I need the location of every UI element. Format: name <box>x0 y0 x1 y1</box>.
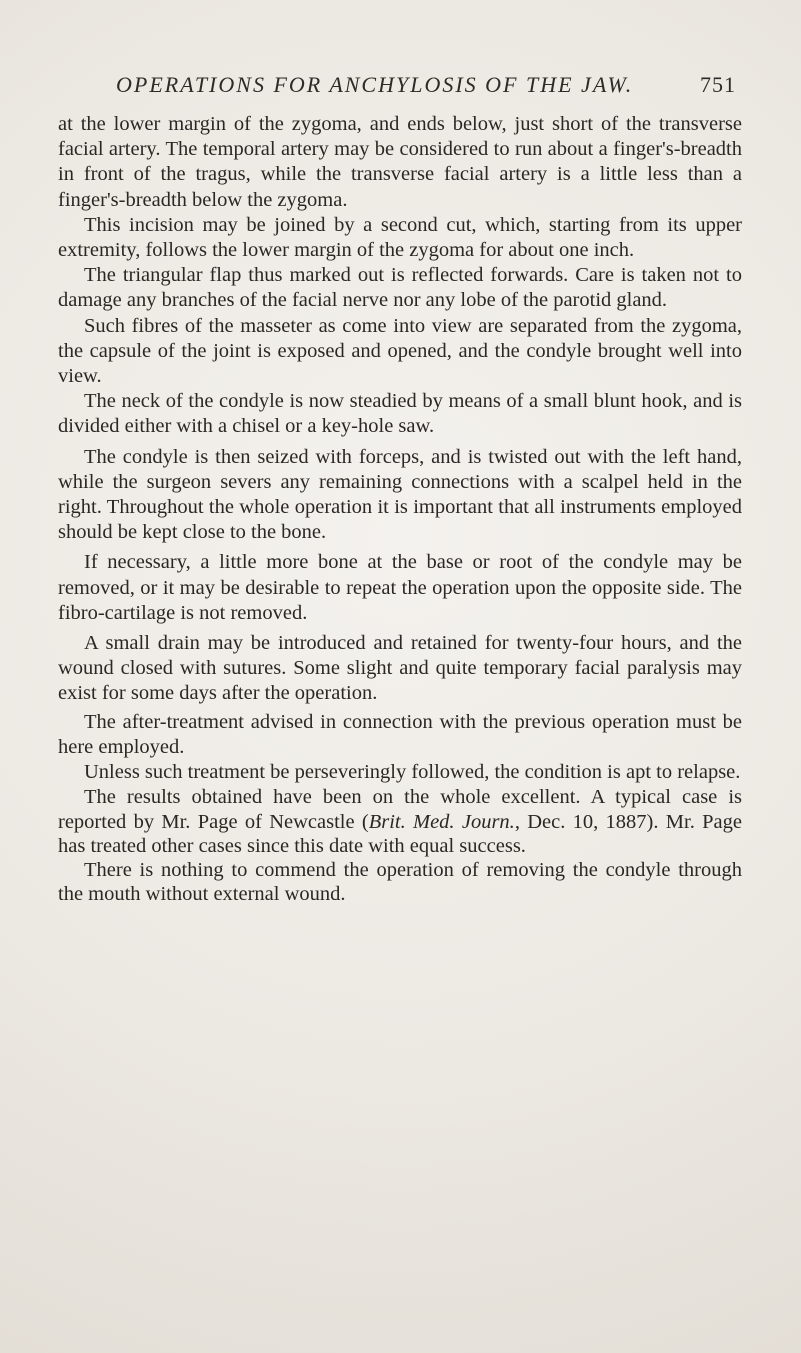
paragraph-10: Unless such treatment be perseveringly followed, the condition is apt to relapse. <box>84 761 741 784</box>
paragraph-results <box>58 785 742 858</box>
results-text-after-reference: , Dec. 10, 1887). Mr. Page has treated other cases since this date with equal success. <box>58 810 742 857</box>
body-text <box>58 112 742 907</box>
paragraph-7: If necessary, a little more bone at the base or root of the condyle may be removed, or it may be desirable to repeat the operation upon the opposite side. The fibro-cartilage is not removed. <box>58 551 742 624</box>
paragraph-8: A small drain may be introduced and retained for twenty-four hours, and the wound closed with sutures. Some slight and quite temporary facial paralysis may exist for some days after the operation. <box>58 632 742 705</box>
results-text-before-reference: The results obtained have been on the whole excellent. A typical case is reported by Mr. Page of Newcastle ( <box>58 786 742 833</box>
paragraph-5: The neck of the condyle is now steadied by means of a small blunt hook, and is divided either with a chisel or a key-hole saw. <box>58 390 742 438</box>
paragraph-final: There is nothing to commend the operation of removing the condyle through the mouth without external wound. <box>58 859 742 906</box>
paragraph-6: The condyle is then seized with forceps, and is twisted out with the left hand, while the surgeon severs any remaining connections with a scalpel held in the right. Throughout the whole operation it is important that all instruments employed should be kept close to the bone. <box>58 445 742 544</box>
journal-reference: Brit. Med. Journ. <box>368 810 515 833</box>
paragraph-1: at the lower margin of the zygoma, and ends below, just short of the transverse facial artery. The temporal artery may be considered to run about a finger's-breadth in front of the tragus, while the transverse facial artery is a little less than a finger's-breadth below the zygoma. <box>58 113 742 211</box>
paragraph-4: Such fibres of the masseter as come into view are separated from the zygoma, the capsule of the joint is exposed and opened, and the condyle brought well into view. <box>58 314 742 388</box>
page-number: 751 <box>700 72 736 97</box>
page-header <box>116 72 736 102</box>
running-title: OPERATIONS FOR ANCHYLOSIS OF THE JAW. <box>116 72 634 97</box>
paragraph-2: This incision may be joined by a second cut, which, starting from its upper extremity, follows the lower margin of the zygoma for about one inch. <box>58 213 742 262</box>
paragraph-9: The after-treatment advised in connection with the previous operation must be here employed. <box>58 710 742 758</box>
paragraph-3: The triangular flap thus marked out is reflected forwards. Care is taken not to damage any branches of the facial nerve nor any lobe of the parotid gland. <box>58 264 742 312</box>
